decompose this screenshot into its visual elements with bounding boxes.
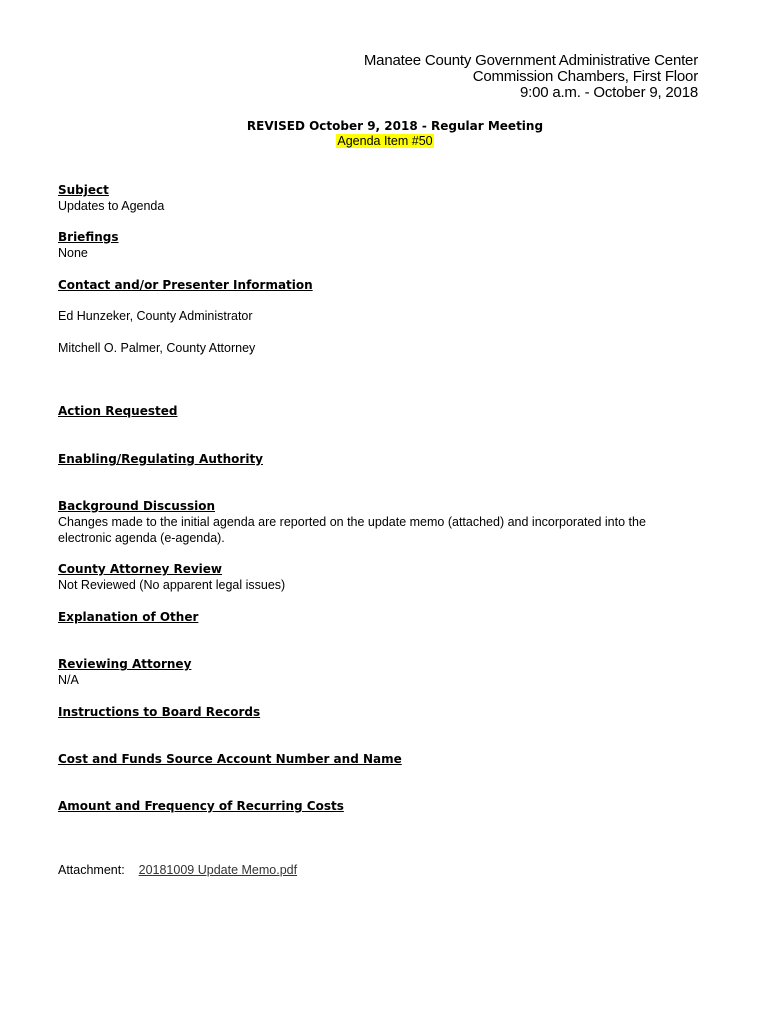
contact-person-attorney: Mitchell O. Palmer, County Attorney <box>58 341 256 355</box>
section-attorney-review <box>58 561 708 593</box>
contact-label: Contact and/or Presenter Information <box>58 278 313 292</box>
section-background <box>58 498 708 546</box>
briefings-label: Briefings <box>58 230 119 244</box>
reviewing-attorney-value: N/A <box>58 673 79 687</box>
attachment-label: Attachment: <box>58 863 125 877</box>
background-label: Background Discussion <box>58 499 216 513</box>
meeting-heading <box>0 119 770 149</box>
background-text-line2: electronic agenda (e-agenda). <box>58 531 225 545</box>
attorney-review-label: County Attorney Review <box>58 562 223 576</box>
section-enabling-authority <box>58 451 708 467</box>
section-action-requested <box>58 403 708 419</box>
section-explanation-other <box>58 609 708 625</box>
meeting-title: REVISED October 9, 2018 - Regular Meeting <box>246 119 544 133</box>
section-cost-funds <box>58 751 708 767</box>
background-text-line1: Changes made to the initial agenda are reported on the update memo (attached) and incorporated into the <box>58 515 646 529</box>
attachment-link[interactable]: 20181009 Update Memo.pdf <box>138 863 298 877</box>
briefings-value: None <box>58 246 88 260</box>
section-reviewing-attorney <box>58 656 708 688</box>
contact-person-administrator: Ed Hunzeker, County Administrator <box>58 309 253 323</box>
header-time-date: 9:00 a.m. - October 9, 2018 <box>519 84 698 101</box>
section-contact <box>58 277 708 293</box>
header-building: Manatee County Government Administrative Center <box>363 52 698 69</box>
explanation-other-label: Explanation of Other <box>58 610 199 624</box>
enabling-authority-label: Enabling/Regulating Authority <box>58 452 263 466</box>
attachment-row <box>58 862 708 878</box>
action-requested-label: Action Requested <box>58 404 178 418</box>
reviewing-attorney-label: Reviewing Attorney <box>58 657 192 671</box>
subject-value: Updates to Agenda <box>58 199 165 213</box>
location-header <box>364 53 698 101</box>
section-recurring-costs <box>58 798 708 814</box>
subject-label: Subject <box>58 183 109 197</box>
agenda-item-number: Agenda Item #50 <box>337 134 433 148</box>
attorney-review-value: Not Reviewed (No apparent legal issues) <box>58 578 286 592</box>
section-subject <box>58 182 708 214</box>
cost-funds-label: Cost and Funds Source Account Number and Name <box>58 752 402 766</box>
section-briefings <box>58 229 708 261</box>
instructions-label: Instructions to Board Records <box>58 705 261 719</box>
section-instructions <box>58 704 708 720</box>
header-room: Commission Chambers, First Floor <box>472 68 698 85</box>
recurring-costs-label: Amount and Frequency of Recurring Costs <box>58 799 344 813</box>
